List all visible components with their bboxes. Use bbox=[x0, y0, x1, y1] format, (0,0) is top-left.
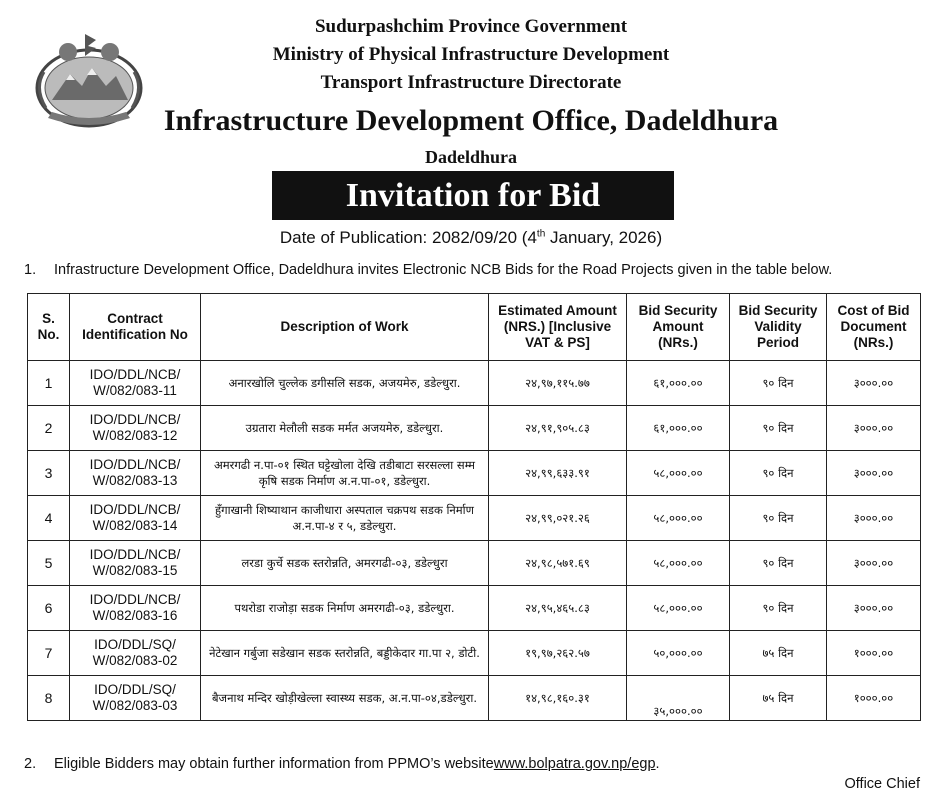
cell-validity: ९० दिन bbox=[730, 361, 827, 406]
cell-bid-security: ६१,०००.०० bbox=[627, 406, 730, 451]
cell-validity: ९० दिन bbox=[730, 496, 827, 541]
cell-sn: 3 bbox=[28, 451, 70, 496]
cell-bid-security: ६१,०००.०० bbox=[627, 361, 730, 406]
cell-contract-id bbox=[70, 451, 201, 496]
signoff-office-chief: Office Chief bbox=[844, 776, 920, 792]
contract-id-part1: IDO/DDL/SQ/ bbox=[94, 637, 176, 652]
publication-date-suffix: January, 2026) bbox=[545, 228, 663, 247]
cell-description: अनारखोलि चुल्लेक डगीसलि सडक, अजयमेरु, डडेल्धुरा. bbox=[201, 361, 489, 406]
contract-id-part2: W/082/083-11 bbox=[93, 383, 177, 398]
cell-contract-id bbox=[70, 676, 201, 721]
notice-title: Invitation for Bid bbox=[272, 171, 674, 220]
cell-sn: 5 bbox=[28, 541, 70, 586]
header-cost-of-document: Cost of Bid Document (NRs.) bbox=[827, 294, 921, 361]
table-row bbox=[28, 586, 921, 631]
cell-cost: ३०००.०० bbox=[827, 406, 921, 451]
contract-id-part1: IDO/DDL/NCB/ bbox=[89, 547, 181, 562]
cell-cost: ३०००.०० bbox=[827, 496, 921, 541]
contract-id-part1: IDO/DDL/NCB/ bbox=[89, 367, 181, 382]
contract-id-part2: W/082/083-13 bbox=[92, 473, 178, 488]
cell-validity: ७५ दिन bbox=[730, 631, 827, 676]
cell-estimated-amount: १९,९७,२६२.५७ bbox=[489, 631, 627, 676]
cell-description: पथरोडा राजोड़ा सडक निर्माण अमरगढी-०३, डडेल्धुरा. bbox=[201, 586, 489, 631]
cell-sn: 8 bbox=[28, 676, 70, 721]
cell-cost: १०००.०० bbox=[827, 631, 921, 676]
cell-validity: ९० दिन bbox=[730, 586, 827, 631]
table-row bbox=[28, 361, 921, 406]
cell-contract-id bbox=[70, 541, 201, 586]
contract-id-part2: W/082/083-16 bbox=[92, 608, 178, 623]
header-bid-security-validity: Bid Security Validity Period bbox=[730, 294, 827, 361]
cell-validity: ९० दिन bbox=[730, 406, 827, 451]
cell-description: उग्रतारा मेलौली सडक मर्मत अजयमेरु, डडेल्धुरा. bbox=[201, 406, 489, 451]
cell-estimated-amount: २४,९९,०२१.२६ bbox=[489, 496, 627, 541]
header-contract-id: Contract Identification No bbox=[70, 294, 201, 361]
contract-id-part1: IDO/DDL/NCB/ bbox=[89, 457, 181, 472]
bolpatra-website-link[interactable]: www.bolpatra.gov.np/egp bbox=[493, 756, 656, 772]
table-header-row bbox=[28, 294, 921, 361]
cell-sn: 2 bbox=[28, 406, 70, 451]
cell-cost: ३०००.०० bbox=[827, 541, 921, 586]
cell-description: हुँगाखानी शिष्याथान काजीधारा अस्पताल चक्रपथ सडक निर्माण अ.न.पा-४ र ५, डडेल्धुरा. bbox=[201, 496, 489, 541]
cell-contract-id bbox=[70, 406, 201, 451]
cell-estimated-amount: २४,९१,९०५.८३ bbox=[489, 406, 627, 451]
table-row bbox=[28, 541, 921, 586]
office-city: Dadeldhura bbox=[424, 147, 518, 167]
cell-contract-id bbox=[70, 631, 201, 676]
paragraph-2-end: . bbox=[655, 756, 660, 772]
cell-estimated-amount: २४,९८,५७१.६९ bbox=[489, 541, 627, 586]
cell-sn: 7 bbox=[28, 631, 70, 676]
office-title: Infrastructure Development Office, Dadeldhura bbox=[163, 104, 779, 137]
cell-validity: ९० दिन bbox=[730, 541, 827, 586]
cell-contract-id bbox=[70, 586, 201, 631]
cell-bid-security: ५८,०००.०० bbox=[627, 586, 730, 631]
cell-estimated-amount: २४,९५,४६५.८३ bbox=[489, 586, 627, 631]
header-estimated-amount: Estimated Amount (NRS.) [Inclusive VAT & PS] bbox=[489, 294, 627, 361]
cell-validity: ७५ दिन bbox=[730, 676, 827, 721]
cell-description: बैजनाथ मन्दिर खोड़ीखेल्ला स्वास्थ्य सडक, अ.न.पा-०४,डडेल्धुरा. bbox=[201, 676, 489, 721]
province-government-heading: Sudurpashchim Province Government bbox=[314, 16, 628, 37]
cell-contract-id bbox=[70, 361, 201, 406]
contract-id-part2: W/082/083-02 bbox=[92, 653, 178, 668]
contract-id-part2: W/082/083-12 bbox=[92, 428, 178, 443]
publication-date bbox=[0, 228, 942, 248]
cell-cost: ३०००.०० bbox=[827, 361, 921, 406]
cell-bid-security: ५०,०००.०० bbox=[627, 631, 730, 676]
cell-sn: 1 bbox=[28, 361, 70, 406]
contract-id-part1: IDO/DDL/NCB/ bbox=[89, 592, 181, 607]
cell-contract-id bbox=[70, 496, 201, 541]
cell-bid-security: ५८,०००.०० bbox=[627, 451, 730, 496]
cell-estimated-amount: २४,९७,११५.७७ bbox=[489, 361, 627, 406]
publication-date-prefix: Date of Publication: 2082/09/20 (4 bbox=[279, 228, 537, 247]
cell-cost: ३०००.०० bbox=[827, 586, 921, 631]
paragraph-1 bbox=[24, 262, 934, 278]
cell-validity: ९० दिन bbox=[730, 451, 827, 496]
contract-id-part1: IDO/DDL/NCB/ bbox=[89, 502, 181, 517]
contract-id-part2: W/082/083-14 bbox=[92, 518, 178, 533]
cell-cost: ३०००.०० bbox=[827, 451, 921, 496]
contract-id-part1: IDO/DDL/SQ/ bbox=[94, 682, 176, 697]
directorate-heading: Transport Infrastructure Directorate bbox=[320, 72, 622, 93]
cell-bid-security: ३५,०००.०० bbox=[627, 676, 730, 721]
contract-id-part1: IDO/DDL/NCB/ bbox=[89, 412, 181, 427]
ministry-heading: Ministry of Physical Infrastructure Development bbox=[272, 44, 670, 65]
cell-sn: 4 bbox=[28, 496, 70, 541]
paragraph-2-number: 2. bbox=[24, 756, 37, 772]
cell-estimated-amount: २४,९९,६३३.९१ bbox=[489, 451, 627, 496]
cell-bid-security: ५८,०००.०० bbox=[627, 496, 730, 541]
table-row bbox=[28, 496, 921, 541]
cell-bid-security: ५८,०००.०० bbox=[627, 541, 730, 586]
cell-description: अमरगढी न.पा-०१ स्थित घट्टेखोला देखि तडीबाटा सरसल्ला सम्म कृषि सडक निर्माण अ.न.पा-०१, डडेल्धुरा. bbox=[201, 451, 489, 496]
header-description: Description of Work bbox=[201, 294, 489, 361]
table-row bbox=[28, 631, 921, 676]
cell-description: लरडा कुर्चे सडक स्तरोन्नति, अमरगढी-०३, डडेल्धुरा bbox=[201, 541, 489, 586]
cell-description: नेटेखान गर्बुजा सडेखान सडक स्तरोन्नति, बड्डीकेदार गा.पा २, डोटी. bbox=[201, 631, 489, 676]
paragraph-1-number: 1. bbox=[24, 262, 37, 278]
table-row bbox=[28, 451, 921, 496]
contract-id-part2: W/082/083-15 bbox=[92, 563, 178, 578]
header-bid-security-amount: Bid Security Amount (NRs.) bbox=[627, 294, 730, 361]
header-sn: S. No. bbox=[28, 294, 70, 361]
cell-sn: 6 bbox=[28, 586, 70, 631]
paragraph-2 bbox=[24, 756, 934, 772]
table-row bbox=[28, 406, 921, 451]
contract-id-part2: W/082/083-03 bbox=[92, 698, 178, 713]
bids-table bbox=[27, 293, 921, 721]
paragraph-1-text: Infrastructure Development Office, Dadeldhura invites Electronic NCB Bids for the Road Projects given in the table below. bbox=[54, 262, 833, 278]
paragraph-2-text: Eligible Bidders may obtain further information from PPMO’s website bbox=[54, 756, 494, 772]
cell-cost: १०००.०० bbox=[827, 676, 921, 721]
cell-estimated-amount: १४,९८,१६०.३१ bbox=[489, 676, 627, 721]
publication-date-sup: th bbox=[536, 228, 546, 240]
table-row bbox=[28, 676, 921, 721]
